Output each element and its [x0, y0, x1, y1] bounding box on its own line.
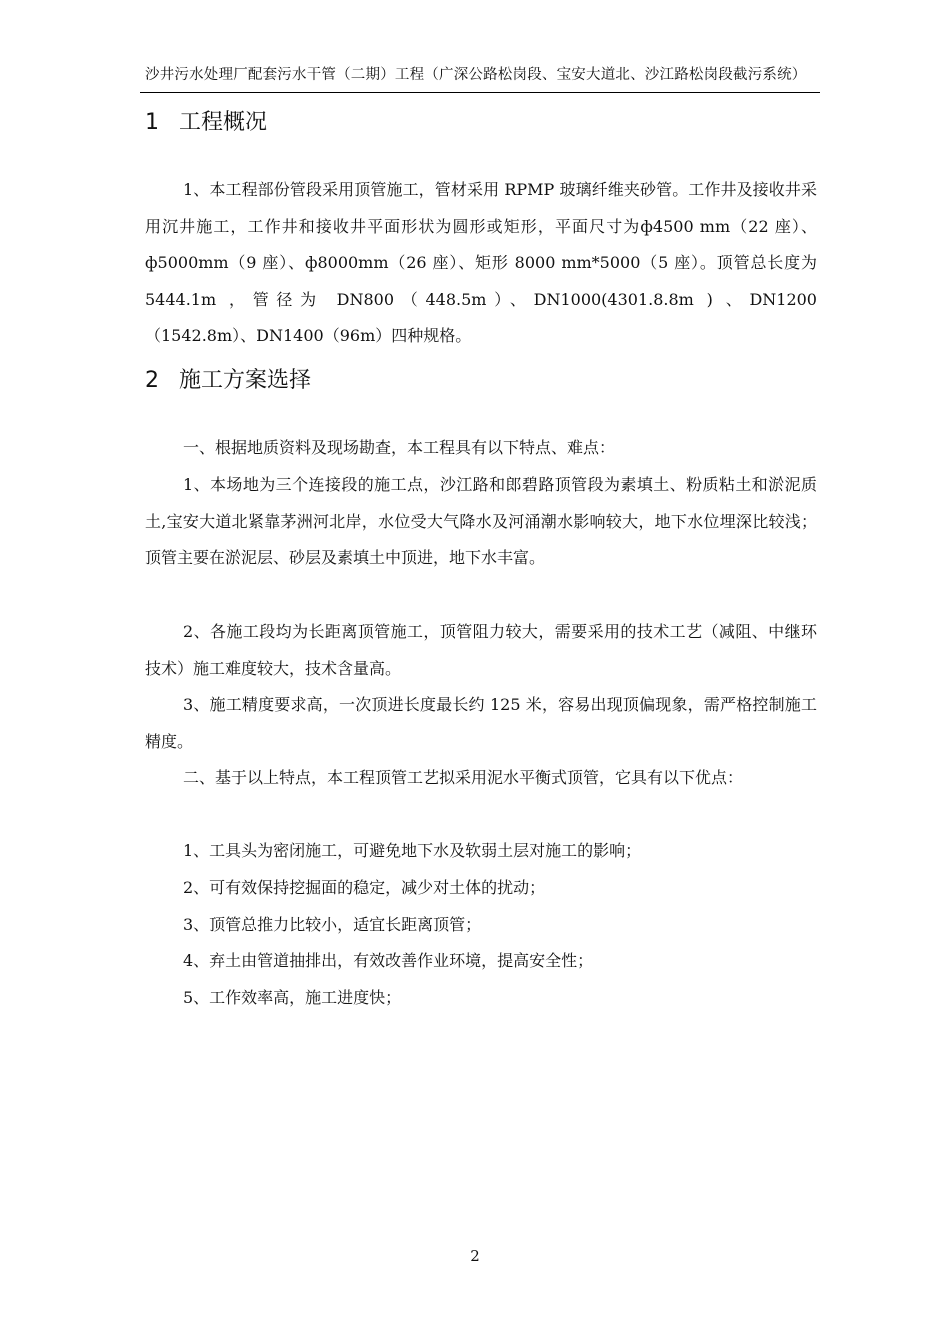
- running-header: 沙井污水处理厂配套污水干管（二期）工程（广深公路松岗段、宝安大道北、沙江路松岗段截污系统）: [145, 67, 807, 83]
- paragraph-advantages-intro: 二、基于以上特点，本工程顶管工艺拟采用泥水平衡式顶管，它具有以下优点：: [183, 768, 744, 787]
- section-number: 2: [145, 368, 159, 393]
- paragraph-feature-3: 3、施工精度要求高，一次顶进长度最长约 125 米，容易出现顶偏现象，需严格控制施工精度。: [145, 695, 817, 751]
- paragraph-feature-2: 2、各施工段均为长距离顶管施工，顶管阻力较大，需要采用的技术工艺（减阻、中继环技术）施工难度较大，技术含量高。: [145, 622, 817, 678]
- header-rule: [140, 92, 820, 93]
- paragraph-feature-1: 1、本场地为三个连接段的施工点，沙江路和郎碧路顶管段为素填土、粉质粘土和淤泥质土,宝安大道北紧靠茅洲河北岸，水位受大气降水及河涌潮水影响较大，地下水位埋深比较浅；顶管主要在淤泥层、砂层及素填土中顶进，地下水丰富。: [145, 475, 817, 568]
- list-item-advantage-5: 5、工作效率高，施工进度快；: [183, 988, 402, 1007]
- paragraph-features-intro: 一、根据地质资料及现场勘查，本工程具有以下特点、难点：: [183, 438, 616, 457]
- page-number: 2: [470, 1247, 480, 1265]
- section-heading-2: [145, 366, 311, 396]
- section-heading-1: [145, 108, 267, 138]
- list-item-advantage-3: 3、顶管总推力比较小，适宜长距离顶管；: [183, 915, 482, 934]
- paragraph-project-overview: 1、本工程部份管段采用顶管施工，管材采用 RPMP 玻璃纤维夹砂管。工作井及接收井采用沉井施工，工作井和接收井平面形状为圆形或矩形，平面尺寸为ф4500 mm（22 座）、ф5000mm（9 座）、ф8000mm（26 座）、矩形 8000 mm*5000（5 座）。顶管总长度为 5444.1m ，管径为 DN800（448.5m）、DN1000(4301.8.8m ) 、DN1200（1542.8m）、DN1400（96m）四种规格。: [145, 180, 817, 346]
- list-item-advantage-4: 4、弃土由管道抽排出，有效改善作业环境，提高安全性；: [183, 951, 594, 970]
- list-item-advantage-2: 2、可有效保持挖掘面的稳定，减少对土体的扰动；: [183, 878, 546, 897]
- list-item-advantage-1: 1、工具头为密闭施工，可避免地下水及软弱土层对施工的影响；: [183, 841, 642, 860]
- section-title: 施工方案选择: [179, 368, 312, 393]
- section-title: 工程概况: [179, 110, 268, 135]
- section-number: 1: [145, 110, 159, 135]
